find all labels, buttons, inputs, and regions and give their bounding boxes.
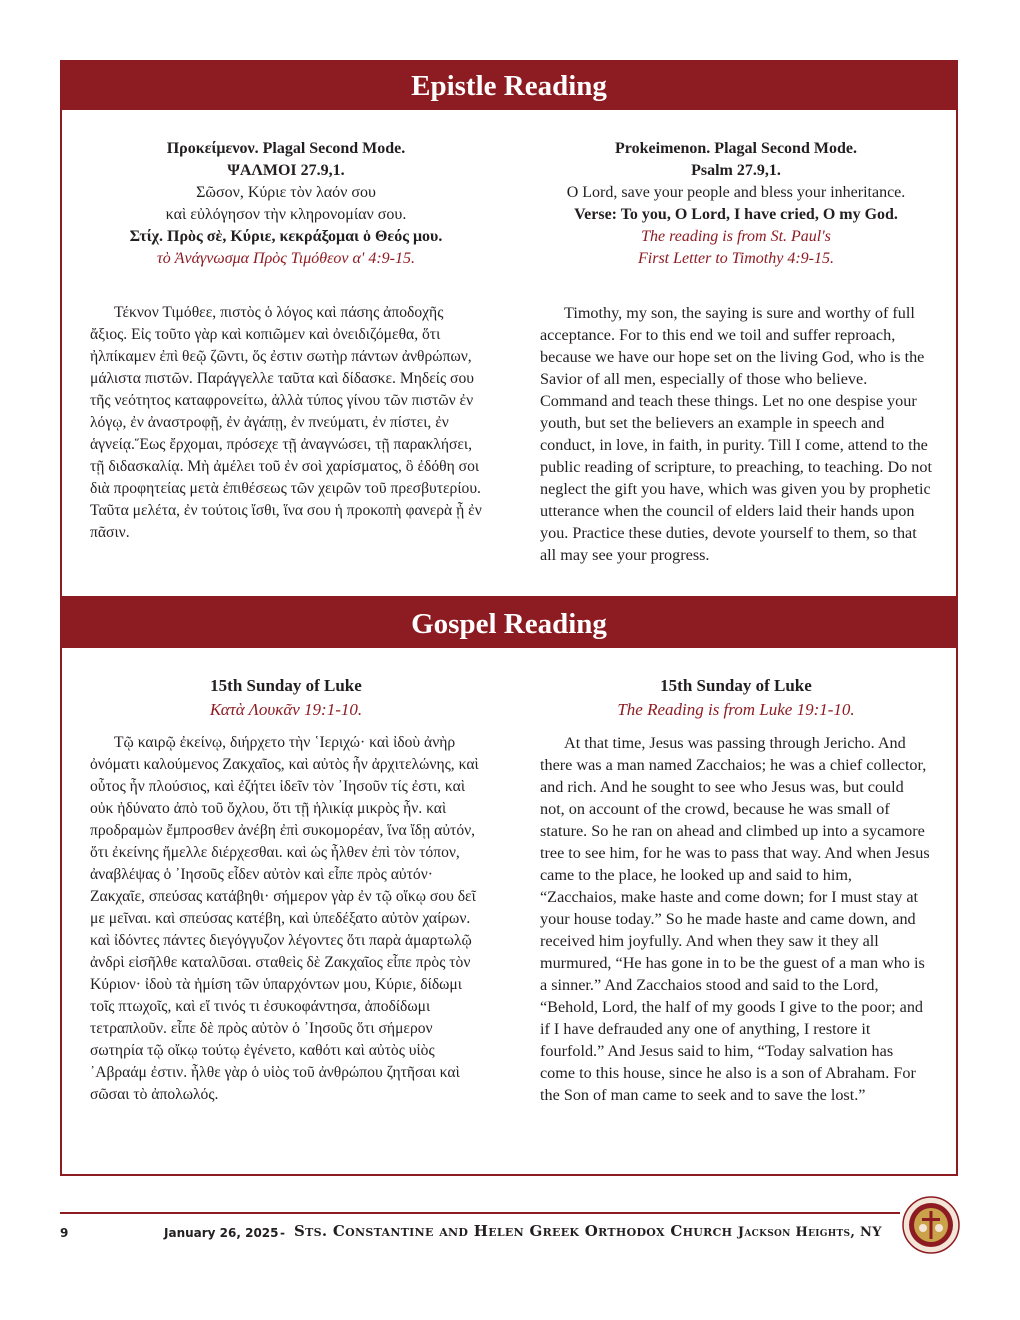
- footer-divider: [60, 1212, 900, 1214]
- gospel-english-ref: The Reading is from Luke 19:1-10.: [617, 700, 855, 719]
- gospel-english-title: 15th Sunday of Luke: [660, 676, 812, 695]
- gospel-greek-heading: [90, 674, 482, 722]
- gospel-english-heading: [540, 674, 932, 722]
- reading-english-ref-1: The reading is from St. Paul's: [641, 228, 831, 245]
- reading-english-ref-2: First Letter to Timothy 4:9-15.: [638, 250, 834, 267]
- gospel-greek-title: 15th Sunday of Luke: [210, 676, 362, 695]
- church-city: Jackson Heights, NY: [737, 1225, 882, 1240]
- footer-date: January 26, 2025: [164, 1226, 279, 1240]
- page-number: 9: [60, 1226, 69, 1240]
- gospel-greek-ref: Κατὰ Λουκᾶν 19:1-10.: [209, 700, 363, 719]
- gospel-greek-text: Τῷ καιρῷ ἐκείνῳ, διήρχετο τὴν ῾Ιεριχώ· καὶ ἰδοὺ ἀνὴρ ὀνόματι καλούμενος Ζακχαῖος, καὶ αὐτὸς ἦν ἀρχιτελώνης, καὶ οὗτος ἦν πλούσιος, καὶ ἐζήτει ἰδεῖν τὸν ᾿Ιησοῦν τίς ἐστι, καὶ οὐκ ἠδύνατο ἀπὸ τοῦ ὄχλου, ὅτι τῇ ἡλικίᾳ μικρὸς ἦν. καὶ προδραμὼν ἔμπροσθεν ἀνέβη ἐπὶ συκομορέαν, ἵνα ἴδῃ αὐτόν, ὅτι ἐκείνης ἤμελλε διέρχεσθαι. καὶ ὡς ἦλθεν ἐπὶ τὸν τόπον, ἀναβλέψας ὁ ᾿Ιησοῦς εἶδεν αὐτὸν καὶ εἶπε πρὸς αὐτόν· Ζακχαῖε, σπεύσας κατάβηθι· σήμερον γὰρ ἐν τῷ οἴκῳ σου δεῖ με μεῖναι. καὶ σπεύσας κατέβη, καὶ ὑπεδέξατο αὐτὸν χαίρων. καὶ ἰδόντες πάντες διεγόγγυζον λέγοντες ὅτι παρὰ ἁμαρτωλῷ ἀνδρὶ εἰσῆλθε καταλῦσαι. σταθεὶς δὲ Ζακχαῖος εἶπε πρὸς τὸν Κύριον· ἰδοὺ τὰ ἡμίση τῶν ὑπαρχόντων μου, Κύριε, δίδωμι τοῖς πτωχοῖς, καὶ εἴ τινός τι ἐσυκοφάντησα, ἀποδίδωμι τετραπλοῦν. εἶπε δὲ πρὸς αὐτὸν ὁ ᾿Ιησοῦς ὅτι σήμερον σωτηρία τῷ οἴκῳ τούτῳ ἐγένετο, καθότι καὶ αὐτὸς υἱὸς ᾿Αβραάμ ἐστιν. ἦλθε γὰρ ὁ υἱὸς τοῦ ἀνθρώπου ζητῆσαι καὶ σῶσαι τὸ ἀπολωλός.: [90, 734, 479, 1103]
- epistle-greek-column: [90, 138, 482, 544]
- footer-separator: -: [280, 1226, 285, 1240]
- verse-english: Verse: To you, O Lord, I have cried, O my God.: [574, 206, 898, 223]
- epistle-greek-heading: [90, 138, 482, 270]
- gospel-english-column: [540, 674, 932, 1106]
- epistle-greek-text: Τέκνον Τιμόθεε, πιστὸς ὁ λόγος καὶ πάσης ἀποδοχῆς ἄξιος. Εἰς τοῦτο γὰρ καὶ κοπιῶμεν καὶ ὀνειδιζόμεθα, ὅτι ἠλπίκαμεν ἐπὶ θεῷ ζῶντι, ὅς ἐστιν σωτὴρ πάντων ἀνθρώπων, μάλιστα πιστῶν. Παράγγελλε ταῦτα καὶ δίδασκε. Μηδείς σου τῆς νεότητος καταφρονείτω, ἀλλὰ τύπος γίνου τῶν πιστῶν ἐν λόγῳ, ἐν ἀναστροφῇ, ἐν ἀγάπῃ, ἐν πνεύματι, ἐν πίστει, ἐν ἁγνείᾳ.Ἕως ἔρχομαι, πρόσεχε τῇ ἀναγνώσει, τῇ παρακλήσει, τῇ διδασκαλίᾳ. Μὴ ἀμέλει τοῦ ἐν σοὶ χαρίσματος, ὃ ἐδόθη σοι διὰ προφητείας μετὰ ἐπιθέσεως τῶν χειρῶν τοῦ πρεσβυτερίου. Ταῦτα μελέτα, ἐν τούτοις ἴσθι, ἵνα σου ἡ προκοπὴ φανερὰ ᾖ ἐν πᾶσιν.: [90, 304, 482, 541]
- epistle-english-column: [540, 138, 932, 566]
- gospel-banner: Gospel Reading: [62, 600, 956, 648]
- epistle-banner: Epistle Reading: [62, 62, 956, 110]
- church-seal-icon: [902, 1196, 960, 1254]
- psalm-english-ref: Psalm 27.9,1.: [691, 162, 781, 179]
- gospel-english-text: At that time, Jesus was passing through Jericho. And there was a man named Zacchaios; he was a chief collector, and rich. And he sought to see who Jesus was, but could not, on account of the crowd, because he was small of stature. So he ran on ahead and climbed up into a sycamore tree to see him, for he was to pass that way. And when Jesus came to the place, he looked up and said to him, “Zacchaios, make haste and come down; for I must stay at your house today.” So he made haste and came down, and received him joyfully. And when they saw it they all murmured, “He has gone in to be the guest of a man who is a sinner.” And Zacchaios stood and said to the Lord, “Behold, Lord, the half of my goods I give to the poor; and if I have defrauded any one of anything, I restore it fourfold.” And Jesus said to him, “Today salvation has come to this house, since he also is a son of Abraham. For the Son of man came to seek and to save the lost.”: [540, 734, 930, 1104]
- prokeimenon-english-title: Prokeimenon. Plagal Second Mode.: [615, 140, 857, 157]
- footer-church-name: [294, 1222, 882, 1240]
- epistle-reading-section: [60, 60, 958, 598]
- verse-greek: Στίχ. Πρὸς σὲ, Κύριε, κεκράξομαι ὁ Θεός μου.: [129, 228, 443, 245]
- psalm-english-line: O Lord, save your people and bless your inheritance.: [566, 184, 906, 201]
- church-name: Sts. Constantine and Helen Greek Orthodox Church: [294, 1222, 733, 1240]
- reading-greek-ref: τὸ Ἀνάγνωσμα Πρὸς Τιμόθεον α' 4:9-15.: [157, 250, 415, 267]
- epistle-english-text: Timothy, my son, the saying is sure and worthy of full acceptance. For to this end we toil and suffer reproach, because we have our hope set on the living God, who is the Savior of all men, especially of those who believe. Command and teach these things. Let no one despise your youth, but set the believers an example in speech and conduct, in love, in faith, in purity. Till I come, attend to the public reading of scripture, to preaching, to teaching. Do not neglect the gift you have, which was given you by prophetic utterance when the council of elders laid their hands upon you. Practice these duties, devote yourself to them, so that all may see your progress.: [540, 304, 932, 564]
- psalm-greek-line-1: Σῶσον, Κύριε τὸν λαόν σου: [196, 184, 376, 201]
- gospel-reading-section: [60, 598, 958, 1176]
- psalm-greek-ref: ΨΑΛΜΟΙ 27.9,1.: [227, 162, 345, 179]
- epistle-english-heading: [540, 138, 932, 270]
- prokeimenon-greek-title: Προκείμενον. Plagal Second Mode.: [166, 140, 406, 157]
- page-footer: [60, 1222, 900, 1244]
- psalm-greek-line-2: καὶ εὐλόγησον τὴν κληρονομίαν σου.: [165, 206, 407, 223]
- gospel-greek-column: [90, 674, 482, 1106]
